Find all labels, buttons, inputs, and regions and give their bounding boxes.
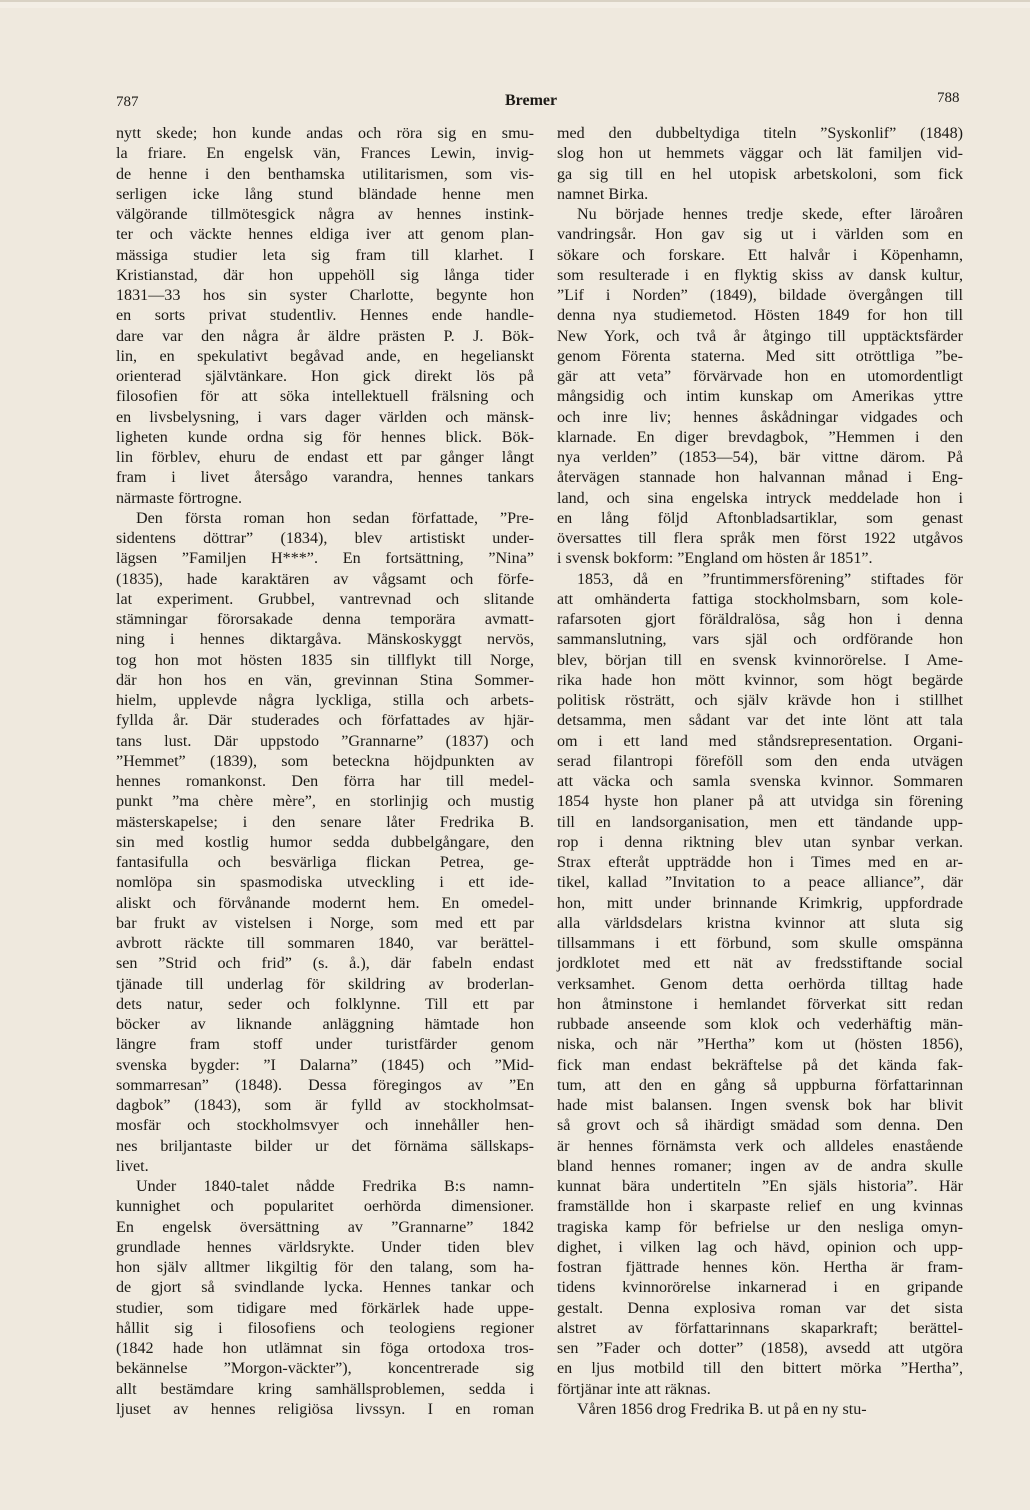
text-line: New York, och två år åtgingo till upptäcktsfärder <box>557 327 963 345</box>
text-line: Nu började hennes tredje skede, efter läroåren <box>577 206 963 223</box>
text-line: Strax efteråt uppträdde hon i Times med en ar- <box>557 854 963 871</box>
text-line: land, och sina engelska intryck meddelade hon i <box>557 489 963 507</box>
text-line: detsamma, men sådant var det inte lönt att tala <box>557 712 963 730</box>
text-line: fram i livet återsågo varandra, hennes tankars <box>116 469 534 487</box>
text-line: hade mist balansen. Ingen svensk bok har blivit <box>557 1097 963 1114</box>
text-line: kunnat bära undertiteln ”En själs historia”. Här <box>557 1178 963 1195</box>
text-line: en lång följd Aftonbladsartiklar, som genast <box>557 509 963 527</box>
text-line: i svensk bokform: ”England om hösten år 1851”. <box>557 550 873 568</box>
text-line: en ljus motbild till den bittert mörka ”Hertha”, <box>557 1360 963 1378</box>
text-line: fick man endast bekräftelse på det kända fak- <box>557 1056 963 1074</box>
page-number-left: 787 <box>116 94 139 110</box>
text-line: rop i denna riktning blev utan synbar verkan. <box>557 833 963 851</box>
text-line: närmaste förtrogne. <box>116 489 243 507</box>
text-line: Våren 1856 drog Fredrika B. ut på en ny stu- <box>577 1400 867 1418</box>
text-line: (1835), hade karaktären av vågsamt och förfe- <box>116 570 534 588</box>
text-line: framställde hon i skarpaste relief en ung kvinnas <box>557 1198 963 1216</box>
text-line: 1831—33 hos sin syster Charlotte, begynte hon <box>116 287 534 304</box>
text-line: dets natur, seder och folklynne. Till ett par <box>116 995 534 1013</box>
text-line: tillsammans i ett förbund, som skulle omspänna <box>557 935 963 952</box>
text-line: grundlade hennes världsrykte. Under tiden blev <box>116 1238 534 1256</box>
text-line: lägsen ”Familjen H***”. En fortsättning, ”Nina” <box>116 550 534 568</box>
text-line: ”Lif i Norden” (1849), bildade övergången till <box>557 287 963 304</box>
text-line: hon själv alltmer likgiltig för den talang, som ha- <box>116 1259 534 1276</box>
text-line: de henne i den benthamska utilitarismen, som vis- <box>116 165 534 183</box>
text-line: slog hon ut hemmets väggar och lät familjen vid- <box>557 145 963 163</box>
text-line: punkt ”ma chère mère”, en storlinjig och mustig <box>116 793 534 811</box>
running-header <box>0 92 1030 116</box>
text-line: fyllda år. Där studerades och författades av hjär- <box>116 712 534 730</box>
text-line: rafarsoten gjort föräldralösa, såg hon i denna <box>557 611 963 628</box>
text-line: ter och väckte hennes eldiga iver att genom plan- <box>116 226 534 244</box>
text-line: dagbok” (1843), som är fylld av stockholmsat- <box>116 1097 534 1114</box>
text-line: avbrott räckte till sommaren 1840, var berättel- <box>116 935 534 952</box>
text-line: Kristianstad, där hon uppehöll sig långa tider <box>116 266 534 284</box>
text-line: en livsbelysning, i vars dager världen och mänsk- <box>116 408 534 426</box>
text-column-right <box>557 124 963 1420</box>
text-line: vandringsår. Hon gav sig ut i världen som en <box>557 226 963 244</box>
text-line: gär att veta” förvärvade hon en utomordentligt <box>557 368 963 385</box>
text-line: nes briljantaste bilder ur det förnäma sällskaps- <box>116 1137 534 1155</box>
text-line: namnet Birka. <box>557 185 649 203</box>
text-line: lin förblev, ehuru de endast ett par gånger långt <box>116 449 534 466</box>
text-line: bar frukt av vistelsen i Norge, som med ett par <box>116 914 534 932</box>
text-line: till en landsorganisation, men ett tändande upp- <box>557 813 963 831</box>
text-line: fantasifulla och besvärliga flickan Petrea, ge- <box>116 854 534 871</box>
running-title: Bremer <box>505 92 558 109</box>
text-line: alstret av författarinnans skaparkraft; berättel- <box>557 1319 963 1337</box>
text-line: som resulterade i en flyktig skiss av dansk kultur, <box>557 266 963 284</box>
text-line: översattes till flera språk men först 1922 utgåvos <box>557 530 963 547</box>
text-line: tragiska kamp för befrielse ur den nesliga omyn- <box>557 1218 963 1236</box>
text-line: välgörande tillmötesgick några av hennes instink- <box>116 206 534 223</box>
text-line: sammanslutning, vars själ och ordförande hon <box>557 631 963 649</box>
text-line: gestalt. Denna explosiva roman var det sista <box>557 1299 963 1317</box>
text-line: bland hennes romaner; ingen av de andra skulle <box>557 1157 963 1175</box>
text-line: dighet, i vilken lag och hävd, opinion och upp- <box>557 1238 963 1256</box>
text-line: studier, som tidigare med förkärlek hade uppe- <box>116 1299 534 1317</box>
text-line: dare var den några år äldre prästen P. J. Bök- <box>116 327 534 345</box>
text-line: serad filantropi föreföll som den enda utvägen <box>557 752 963 770</box>
text-line: tikel, kallad ”Invitation to a peace alliance”, där <box>557 874 963 892</box>
text-line: allt bestämdare kring samhällsproblemen, sedda i <box>116 1380 534 1398</box>
text-line: en sorts privat studentliv. Hennes ende handle- <box>116 307 534 325</box>
text-line: hållit sig i filosofiens och teologiens regioner <box>116 1319 534 1337</box>
text-line: tans lust. Där uppstodo ”Grannarne” (1837) och <box>116 732 534 750</box>
text-line: ljuset av hennes religiösa livssyn. I en roman <box>116 1400 534 1418</box>
text-line: ning i hennes diktargåva. Mänskoskyggt nervös, <box>116 631 534 649</box>
text-line: längre fram stoff under turistfärder genom <box>116 1036 534 1054</box>
text-line: 1854 hyste hon planer på att utvidga sin förening <box>557 793 963 811</box>
text-line: rubbade anseende som klok och vederhäftig män- <box>557 1016 963 1033</box>
text-line: bekännelse ”Morgon-väckter”), koncentrerade sig <box>116 1360 534 1378</box>
text-line: sen ”Strid och frid” (s. å.), där fabeln endast <box>116 955 534 973</box>
text-line: denna nya studiemetod. Hösten 1849 for hon till <box>557 307 963 325</box>
text-line: mässiga studier leta sig fram till klarhet. I <box>116 246 534 264</box>
text-line: ga sig till en hel utopisk arbetskoloni, som fick <box>557 165 963 183</box>
text-line: sökare och forskare. Ett halvår i Köpenhamn, <box>557 246 963 264</box>
text-line: kunnighet och popularitet oerhörda dimensioner. <box>116 1198 534 1216</box>
text-line: sidentens döttrar” (1834), blev artistiskt under- <box>116 530 534 547</box>
text-line: sin med kostlig humor sedda dubbelgångare, den <box>116 833 534 851</box>
top-edge-rule <box>0 0 1030 8</box>
text-line: niska, och när ”Hertha” kom ut (hösten 1856), <box>557 1036 963 1054</box>
text-line: mångsidig och intim kunskap om Amerikas yttre <box>557 388 963 406</box>
text-line: Under 1840-talet nådde Fredrika B:s namn- <box>136 1178 534 1195</box>
text-line: alla världsdelars kristna kvinnor att sluta sig <box>557 914 963 932</box>
text-line: tjänade till underlag för skildring av broderlan- <box>116 975 534 993</box>
text-line: genom Förenta staterna. Med sitt otröttliga ”be- <box>557 347 963 365</box>
text-line: hennes romankonst. Den förra har till medel- <box>116 773 534 790</box>
text-line: tog hon mot hösten 1835 sin tillflykt till Norge, <box>116 651 534 669</box>
text-line: serligen icke lång stund bländade henne men <box>116 185 534 203</box>
text-line: hon åtminstone i hemlandet förverkat sitt redan <box>557 995 963 1013</box>
text-line: svenska bygder: ”I Dalarna” (1845) och ”Mid- <box>116 1056 534 1074</box>
text-line: där hon hos en vän, grevinnan Stina Sommer- <box>116 671 534 689</box>
page-number-right: 788 <box>937 90 960 106</box>
text-line: med den dubbeltydiga titeln ”Syskonlif” (1848) <box>557 125 963 142</box>
text-line: rika hade hon mött kvinnor, som högt begärde <box>557 671 963 689</box>
text-line: aliskt och förvånande modernt hem. En omedel- <box>116 894 534 912</box>
text-line: stämningar förorsakade denna temporära avmatt- <box>116 611 534 628</box>
text-line: fostran fjättrade hennes kön. Hertha är fram- <box>557 1259 963 1276</box>
text-column-left <box>116 124 534 1420</box>
text-line: nomlöpa sin spasmodiska utveckling i ett ide- <box>116 874 534 892</box>
text-line: filosofien för att söka intellektuell frälsning och <box>116 388 534 406</box>
text-line: böcker av liknande anläggning hämtade hon <box>116 1016 534 1033</box>
text-line: nya verlden” (1853—54), bär vittne därom. På <box>557 449 963 466</box>
text-line: la friare. En engelsk vän, Frances Lewin, invig- <box>116 145 534 163</box>
text-line: mästerskapelse; i den senare låter Fredrika B. <box>116 813 534 831</box>
text-line: nytt skede; hon kunde andas och röra sig en smu- <box>116 125 534 142</box>
text-line: mosfär och stockholmsvyer och innehåller hen- <box>116 1117 534 1135</box>
text-line: sommarresan” (1848). Dessa föregingos av ”En <box>116 1076 534 1094</box>
text-line: att väcka och samla svenska kvinnor. Sommaren <box>557 773 963 790</box>
text-line: orienterad självtänkare. Hon gick direkt lös på <box>116 368 534 385</box>
text-line: och inre liv; hennes åskådningar vidgades och <box>557 408 963 426</box>
text-line: klarnade. En diger brevdagbok, ”Hemmen i den <box>557 428 963 446</box>
text-line: hielm, upplevde några lyckliga, stilla och arbets- <box>116 692 534 709</box>
text-line: sen ”Fader och dotter” (1858), avsedd att utgöra <box>557 1340 963 1357</box>
text-line: verksamhet. Genom detta oerhörda tilltag hade <box>557 975 963 993</box>
text-line: förtjänar inte att räknas. <box>557 1380 711 1398</box>
text-line: de gjort så svindlande lycka. Hennes tankar och <box>116 1279 534 1297</box>
text-line: blev, början till en svensk kvinnorörelse. I Ame- <box>557 651 963 669</box>
text-line: livet. <box>116 1157 149 1175</box>
text-line: ligheten kunde ordna sig för hennes blick. Bök- <box>116 428 534 446</box>
text-line: lat experiment. Grubbel, vantrevnad och slitande <box>116 590 534 608</box>
text-line: hon, mitt under brinnande Krimkrig, uppfordrade <box>557 894 963 912</box>
text-line: politisk rösträtt, och själv krävde hon i stillhet <box>557 692 963 709</box>
text-line: jordklotet med ett nät av fredsstiftande social <box>557 955 963 973</box>
text-line: lin, en spekulativt begåvad ande, en hegelianskt <box>116 347 534 365</box>
text-line: (1842 hade hon utlämnat sin föga ortodoxa tros- <box>116 1340 534 1357</box>
text-line: att omhänderta fattiga stockholmsbarn, som kole- <box>557 590 963 608</box>
text-line: om i ett land med ståndsrepresentation. Organi- <box>557 732 963 750</box>
text-line: En engelsk översättning av ”Grannarne” 1842 <box>116 1218 534 1236</box>
text-line: är hennes förnämsta verk och alldeles enastående <box>557 1137 963 1155</box>
text-line: Den första roman hon sedan författade, ”Pre- <box>136 509 534 527</box>
text-line: återvägen stannade hon halvannan månad i Eng- <box>557 469 963 487</box>
text-line: så grovt och så ihärdigt smädad som denna. Den <box>557 1117 963 1135</box>
text-line: 1853, då en ”fruntimmersförening” stiftades för <box>577 570 963 588</box>
text-line: ”Hemmet” (1839), som beteckna höjdpunkten av <box>116 752 534 770</box>
text-line: tum, att den en gång så uppburna författarinnan <box>557 1076 963 1094</box>
text-line: tidens kvinnorörelse inkarnerad i en gripande <box>557 1279 963 1297</box>
